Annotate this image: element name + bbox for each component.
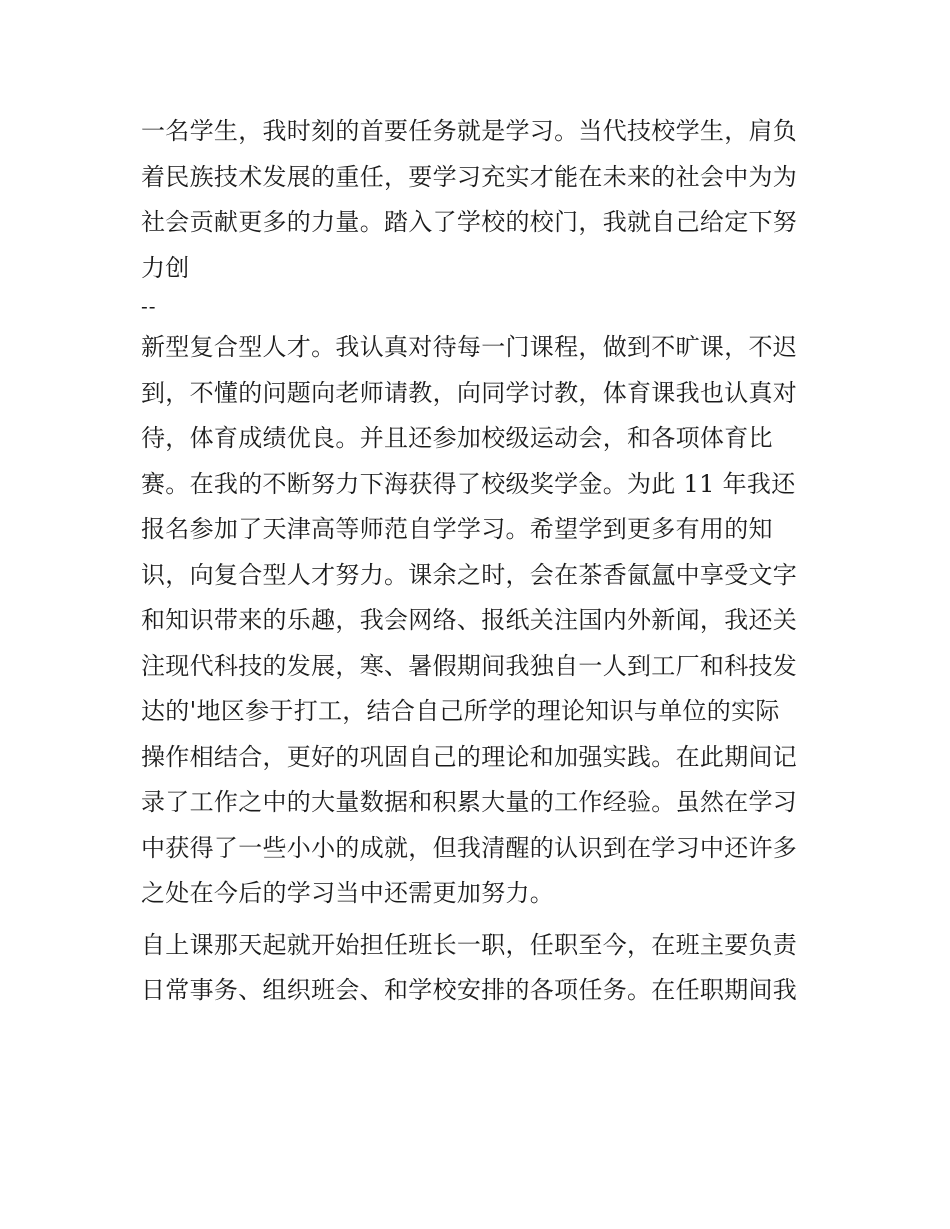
paragraph-3 xyxy=(141,923,831,1014)
text-line: 日常事务、组织班会、和学校安排的各项任务。在任职期间我 xyxy=(141,976,798,1004)
paragraph-1 xyxy=(141,109,831,291)
text-line: 待，体育成绩优良。并且还参加校级运动会，和各项体育比 xyxy=(141,424,773,452)
text-line: 和知识带来的乐趣，我会网络、报纸关注国内外新闻，我还关 xyxy=(141,606,798,634)
text-line: 着民族技术发展的重任，要学习充实才能在未来的社会中为为 xyxy=(141,162,798,191)
text-line: 操作相结合，更好的巩固自己的理论和加强实践。在此期间记 xyxy=(141,742,798,771)
text-line: 报名参加了天津高等师范自学学习。希望学到更多有用的知 xyxy=(141,515,773,543)
text-line: 新型复合型人才。我认真对待每一门课程，做到不旷课，不迟 xyxy=(141,333,798,361)
text-line: 一名学生，我时刻的首要任务就是学习。当代技校学生，肩负 xyxy=(141,117,798,145)
text-line: 力创 xyxy=(141,253,190,282)
section-separator: -- xyxy=(141,294,157,318)
text-line: 之处在今后的学习当中还需更加努力。 xyxy=(141,879,555,907)
text-line: 到，不懂的问题向老师请教，向同学讨教，体育课我也认真对 xyxy=(141,378,798,407)
text-line: 赛。在我的不断努力下海获得了校级奖学金。为此 11 年我还 xyxy=(141,469,796,498)
text-line: 注现代科技的发展，寒、暑假期间我独自一人到工厂和科技发 xyxy=(141,651,798,680)
document-body xyxy=(141,109,831,1014)
text-line: 自上课那天起就开始担任班长一职，任职至今，在班主要负责 xyxy=(141,930,798,959)
text-line: 中获得了一些小小的成就，但我清醒的认识到在学习中还许多 xyxy=(141,833,798,862)
text-line: 识，向复合型人才努力。课余之时，会在茶香氤氲中享受文字 xyxy=(141,560,798,589)
text-line: 录了工作之中的大量数据和积累大量的工作经验。虽然在学习 xyxy=(141,788,798,816)
text-line: 社会贡献更多的力量。踏入了学校的校门，我就自己给定下努 xyxy=(141,208,798,236)
paragraph-2 xyxy=(141,325,831,917)
text-line: 达的'地区参于打工，结合自己所学的理论知识与单位的实际 xyxy=(141,697,780,725)
